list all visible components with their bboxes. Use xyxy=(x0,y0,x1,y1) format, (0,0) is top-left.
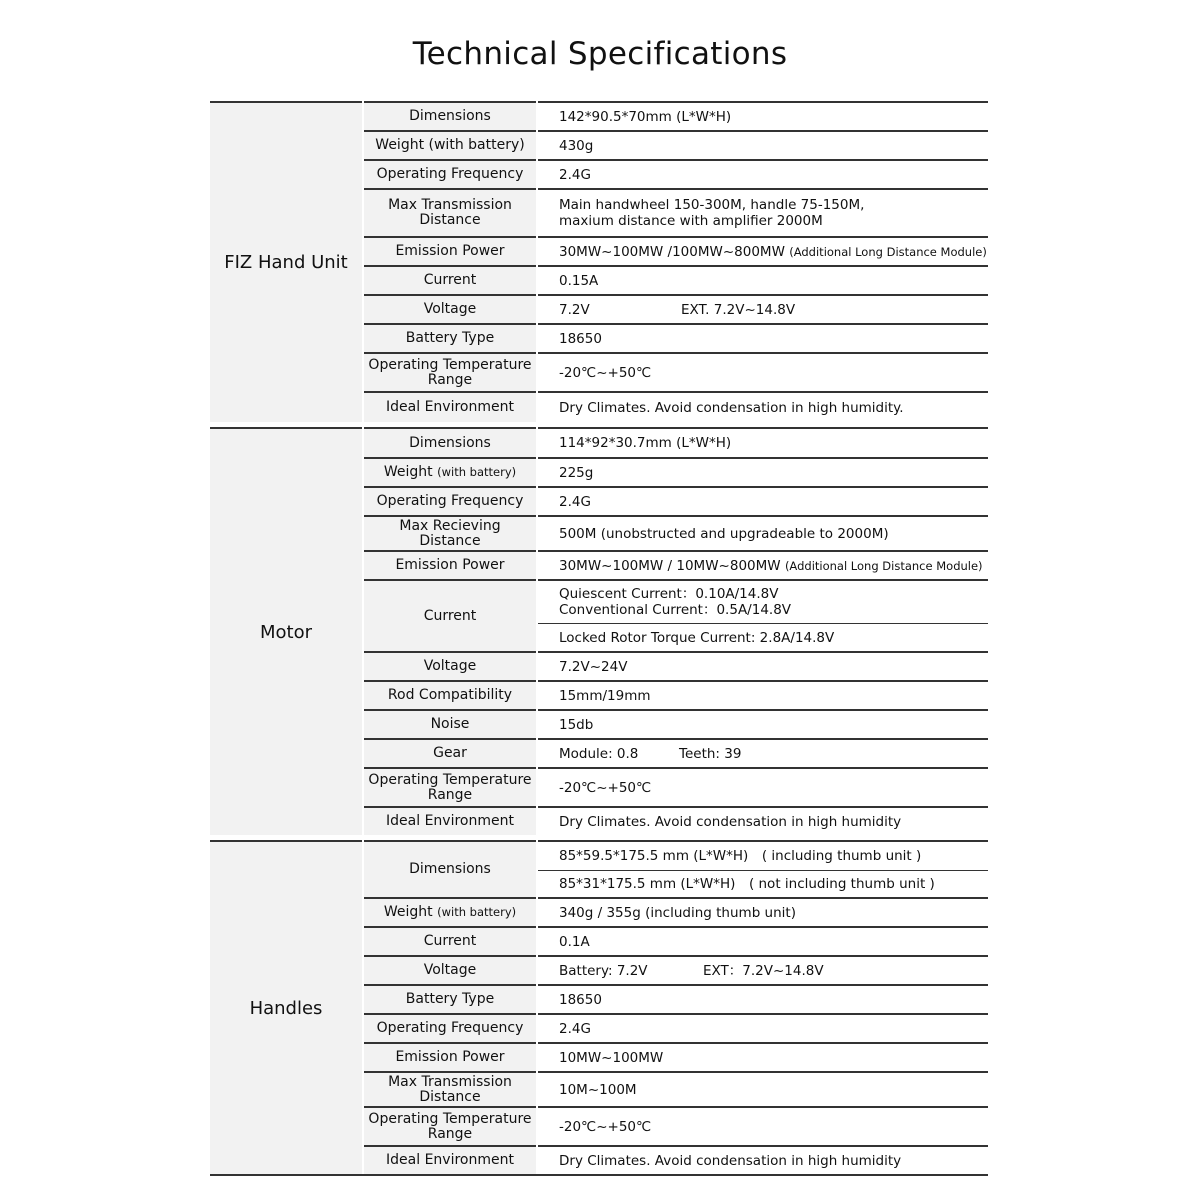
spec-row-voltage xyxy=(364,955,988,984)
spec-label: Battery Type xyxy=(364,323,536,352)
spec-row-weight xyxy=(364,457,988,486)
spec-value: 7.2V EXT. 7.2V~14.8V xyxy=(559,301,796,318)
section-label-motor: Motor xyxy=(210,427,362,835)
spec-row-rod xyxy=(364,680,988,709)
spec-label: Max Recieving Distance xyxy=(364,515,536,550)
spec-row-environment xyxy=(364,391,988,422)
spec-row-current xyxy=(364,265,988,294)
spec-label: Weight (with battery) xyxy=(364,897,536,926)
spec-row-dimensions xyxy=(364,840,988,897)
spec-row-battery xyxy=(364,984,988,1013)
spec-row-current xyxy=(364,579,988,651)
spec-row-environment xyxy=(364,1145,988,1174)
spec-row-gear xyxy=(364,738,988,767)
spec-value: 18650 xyxy=(559,330,602,347)
spec-row-temperature xyxy=(364,1106,988,1145)
spec-row-emission xyxy=(364,550,988,579)
spec-value: 340g / 355g (including thumb unit) xyxy=(559,904,796,921)
spec-row-voltage xyxy=(364,294,988,323)
spec-value: 2.4G xyxy=(559,493,591,510)
spec-value: 225g xyxy=(559,464,594,481)
spec-row-voltage xyxy=(364,651,988,680)
spec-row-weight xyxy=(364,130,988,159)
spec-row-transmission xyxy=(364,188,988,236)
spec-value: -20℃~+50℃ xyxy=(559,1118,652,1135)
spec-value: 15db xyxy=(559,716,594,733)
section-fiz-hand-unit xyxy=(210,101,988,422)
spec-value: 142*90.5*70mm (L*W*H) xyxy=(559,108,732,125)
spec-row-emission xyxy=(364,1042,988,1071)
spec-value: Dry Climates. Avoid condensation in high humidity xyxy=(559,1152,902,1169)
spec-value: 7.2V~24V xyxy=(559,658,628,675)
spec-value: 10M~100M xyxy=(559,1081,637,1098)
spec-value: Dry Climates. Avoid condensation in high humidity. xyxy=(559,399,904,416)
spec-value: Battery: 7.2V EXT：7.2V~14.8V xyxy=(559,962,824,979)
spec-row-battery xyxy=(364,323,988,352)
spec-label: Operating Temperature Range xyxy=(364,1106,536,1145)
spec-value: 430g xyxy=(559,137,594,154)
spec-label: Weight (with battery) xyxy=(364,130,536,159)
spec-label: Operating Frequency xyxy=(364,159,536,188)
spec-value: Quiescent Current：0.10A/14.8V Conventional Current：0.5A/14.8V xyxy=(559,586,792,618)
spec-value: 0.15A xyxy=(559,272,599,289)
spec-value: 500M (unobstructed and upgradeable to 2000M) xyxy=(559,525,889,542)
spec-label: Current xyxy=(364,579,536,651)
spec-row-frequency xyxy=(364,1013,988,1042)
spec-value: Dry Climates. Avoid condensation in high humidity xyxy=(559,813,902,830)
spec-label: Operating Frequency xyxy=(364,1013,536,1042)
spec-value: 85*31*175.5 mm (L*W*H) ( not including thumb unit ) xyxy=(559,876,935,892)
spec-label: Emission Power xyxy=(364,1042,536,1071)
spec-row-temperature xyxy=(364,767,988,806)
spec-label: Voltage xyxy=(364,651,536,680)
spec-label: Current xyxy=(364,926,536,955)
spec-label: Battery Type xyxy=(364,984,536,1013)
spec-value: 2.4G xyxy=(559,166,591,183)
spec-row-weight xyxy=(364,897,988,926)
spec-value: 18650 xyxy=(559,991,602,1008)
spec-label: Weight (with battery) xyxy=(364,457,536,486)
spec-row-frequency xyxy=(364,159,988,188)
spec-label: Dimensions xyxy=(364,840,536,897)
spec-row-environment xyxy=(364,806,988,835)
spec-row-receiving xyxy=(364,515,988,550)
spec-value: 10MW~100MW xyxy=(559,1049,664,1066)
spec-value: 30MW~100MW / 10MW~800MW (Additional Long Distance Module) xyxy=(559,557,983,574)
spec-value: 15mm/19mm xyxy=(559,687,651,704)
spec-label: Emission Power xyxy=(364,236,536,265)
spec-row-dimensions xyxy=(364,427,988,457)
spec-label: Dimensions xyxy=(364,101,536,130)
spec-label: Current xyxy=(364,265,536,294)
spec-row-dimensions xyxy=(364,101,988,130)
spec-label: Voltage xyxy=(364,294,536,323)
spec-value: 85*59.5*175.5 mm (L*W*H) ( including thumb unit ) xyxy=(559,848,922,864)
spec-label: Emission Power xyxy=(364,550,536,579)
section-label-fiz: FIZ Hand Unit xyxy=(210,101,362,422)
spec-label: Voltage xyxy=(364,955,536,984)
spec-row-frequency xyxy=(364,486,988,515)
spec-row-current xyxy=(364,926,988,955)
spec-value: 0.1A xyxy=(559,933,590,950)
spec-label: Operating Temperature Range xyxy=(364,767,536,806)
spec-label: Noise xyxy=(364,709,536,738)
spec-label: Rod Compatibility xyxy=(364,680,536,709)
spec-label: Operating Temperature Range xyxy=(364,352,536,391)
spec-value: 114*92*30.7mm (L*W*H) xyxy=(559,435,732,451)
spec-value: Module: 0.8 Teeth: 39 xyxy=(559,745,742,762)
spec-value: 2.4G xyxy=(559,1020,591,1037)
spec-label: Max Transmission Distance xyxy=(364,188,536,236)
spec-label: Dimensions xyxy=(364,427,536,457)
spec-label: Ideal Environment xyxy=(364,806,536,835)
spec-row-noise xyxy=(364,709,988,738)
page-title: Technical Specifications xyxy=(412,36,788,72)
spec-value: -20℃~+50℃ xyxy=(559,364,652,381)
section-label-handles: Handles xyxy=(210,840,362,1174)
spec-row-emission xyxy=(364,236,988,265)
spec-value: 30MW~100MW /100MW~800MW (Additional Long Distance Module) xyxy=(559,243,987,260)
spec-row-transmission xyxy=(364,1071,988,1106)
spec-value: Locked Rotor Torque Current: 2.8A/14.8V xyxy=(559,629,835,646)
spec-label: Ideal Environment xyxy=(364,391,536,422)
spec-row-temperature xyxy=(364,352,988,391)
spec-label: Operating Frequency xyxy=(364,486,536,515)
spec-label: Gear xyxy=(364,738,536,767)
spec-value: -20℃~+50℃ xyxy=(559,779,652,796)
section-handles xyxy=(210,840,988,1176)
spec-label: Ideal Environment xyxy=(364,1145,536,1174)
section-motor xyxy=(210,427,988,835)
spec-label: Max Transmission Distance xyxy=(364,1071,536,1106)
spec-value: Main handwheel 150-300M, handle 75-150M, maxium distance with amplifier 2000M xyxy=(559,197,865,229)
